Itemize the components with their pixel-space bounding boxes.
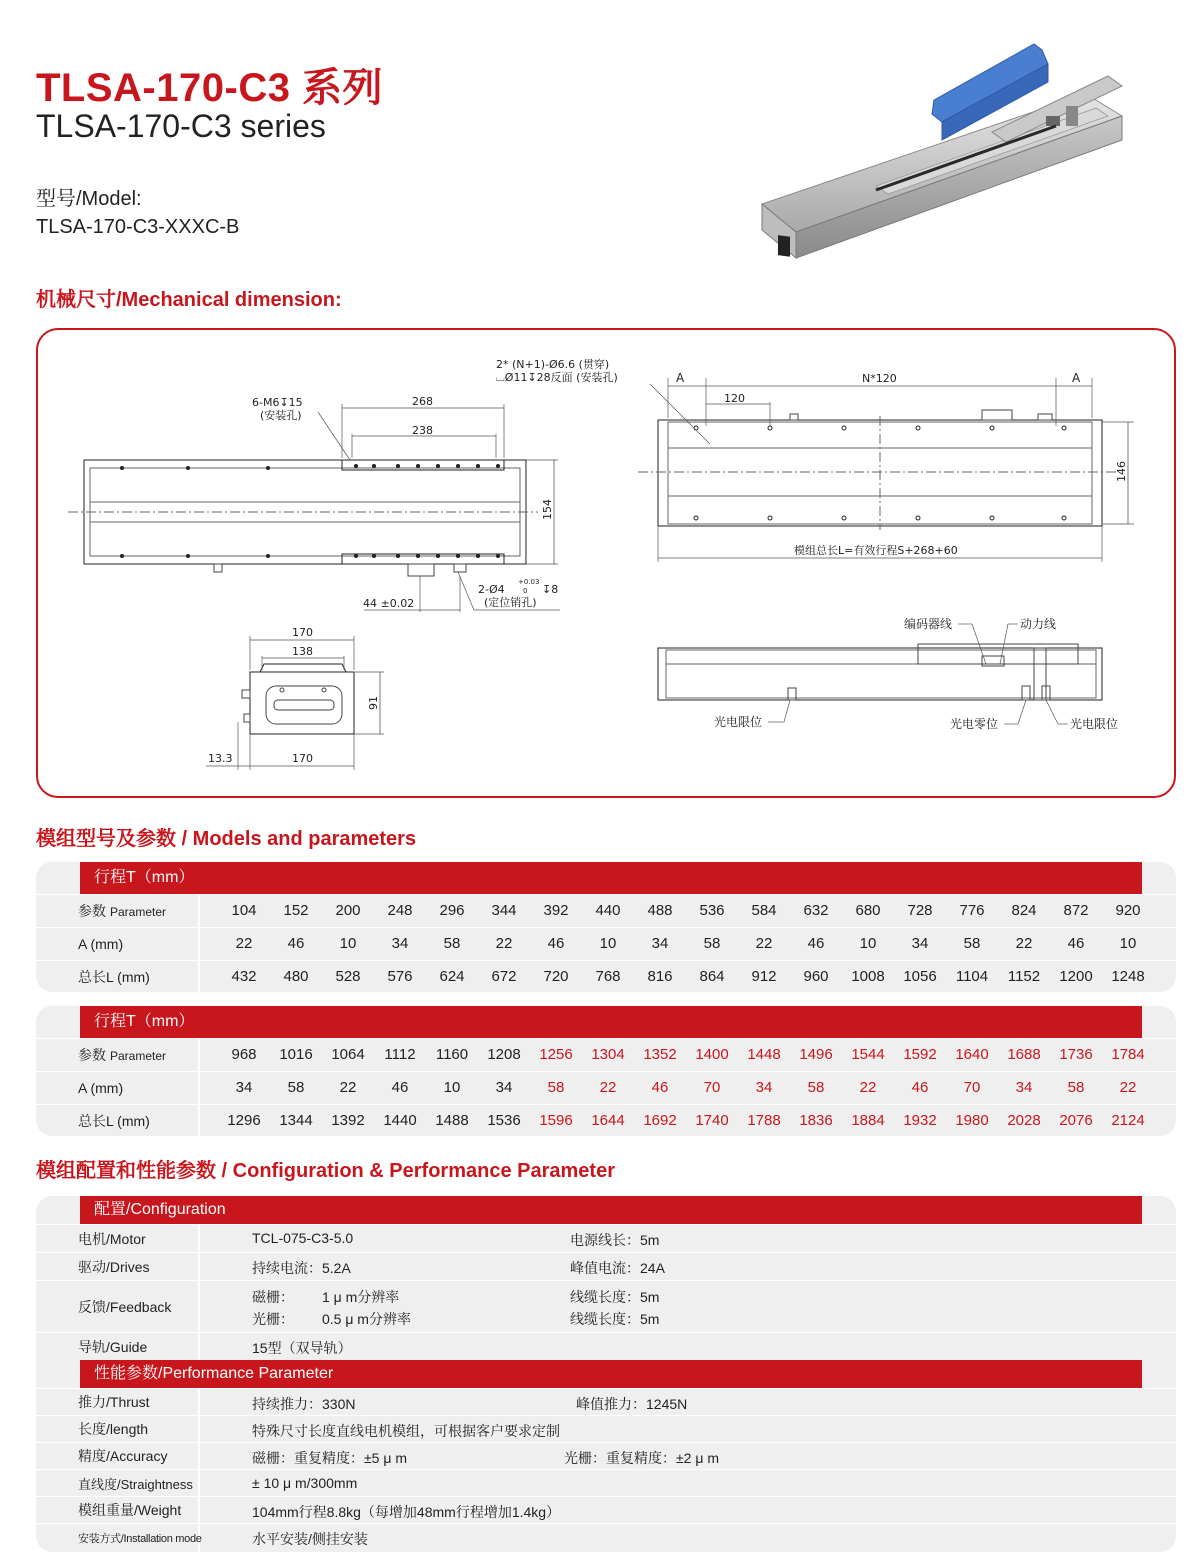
- section-title-config: 模组配置和性能参数 / Configuration & Performance Parameter: [36, 1160, 615, 1182]
- dim-138: 138: [292, 645, 313, 658]
- table-cell: 10: [859, 935, 877, 952]
- drives-extra: 峰值电流：24A: [570, 1260, 665, 1276]
- dim-170-bottom: 170: [292, 752, 313, 765]
- table-row: [36, 1038, 1176, 1070]
- guide-label: 导轨/Guide: [36, 1333, 200, 1360]
- table2-header: 行程T（mm）: [80, 1006, 1142, 1038]
- straightness-value: ± 10 μ m/300mm: [252, 1475, 358, 1491]
- table-cell: 680: [855, 902, 881, 919]
- table-cell: 1392: [331, 1112, 365, 1129]
- thrust-value: 持续推力：330N: [252, 1396, 356, 1412]
- row-label: [36, 895, 200, 927]
- table-cell: 22: [1015, 935, 1033, 952]
- feedback-mag-label: 磁栅：: [252, 1289, 294, 1305]
- install-value: 水平安装/侧挂安装: [252, 1531, 368, 1547]
- section-title-mechanical: 机械尺寸/Mechanical dimension:: [36, 289, 342, 311]
- row-label: [36, 928, 200, 960]
- table-cell: 46: [391, 1079, 409, 1096]
- table-cell: 2028: [1007, 1112, 1041, 1129]
- table-cell: 1400: [695, 1046, 729, 1063]
- table-cell: 1980: [955, 1112, 989, 1129]
- table-cell: 432: [231, 968, 257, 985]
- table-cell: 1064: [331, 1046, 365, 1063]
- top-view-left: [68, 395, 560, 612]
- table-cell: 1200: [1059, 968, 1093, 985]
- table-cell: 1440: [383, 1112, 417, 1129]
- row-label-sub: Parameter: [110, 1049, 167, 1063]
- params-table-1: [36, 862, 1176, 992]
- table-cell: 912: [751, 968, 777, 985]
- feedback-cable-2: 线缆长度：5m: [570, 1311, 660, 1327]
- table-cell: 1344: [279, 1112, 313, 1129]
- config-row-motor: [36, 1224, 1176, 1252]
- table-cell: 58: [703, 935, 721, 952]
- table-cell: 864: [699, 968, 725, 985]
- table-cell: 1208: [487, 1046, 521, 1063]
- performance-header: 性能参数/Performance Parameter: [80, 1360, 1142, 1388]
- config-row-length: [36, 1415, 1176, 1442]
- table-cell: 46: [911, 1079, 929, 1096]
- row-label-main: 总长L (mm): [78, 1113, 150, 1129]
- table-cell: 1448: [747, 1046, 781, 1063]
- table-cell: 1104: [955, 968, 989, 985]
- row-label: [36, 1105, 200, 1136]
- feedback-opt-label: 光栅：: [252, 1311, 294, 1327]
- label-a-right: A: [1072, 371, 1081, 385]
- table-cell: 1688: [1007, 1046, 1041, 1063]
- config-row-straightness: [36, 1469, 1176, 1496]
- table-cell: 70: [963, 1079, 981, 1096]
- accuracy-extra: 光栅：重复精度：±2 μ m: [564, 1450, 719, 1466]
- table-cell: 1352: [643, 1046, 677, 1063]
- config-row-weight: [36, 1496, 1176, 1523]
- row-label-main: 参数: [78, 1047, 106, 1063]
- table-cell: 488: [647, 902, 673, 919]
- table-cell: 1692: [643, 1112, 677, 1129]
- row-label-main: 总长L (mm): [78, 969, 150, 985]
- config-row-guide: [36, 1332, 1176, 1360]
- table-cell: 632: [803, 902, 829, 919]
- table-cell: 624: [439, 968, 465, 985]
- pin-note-line2: (定位销孔): [484, 596, 537, 609]
- table-cell: 46: [651, 1079, 669, 1096]
- model-value: TLSA-170-C3-XXXC-B: [36, 216, 240, 238]
- table1-header: 行程T（mm）: [80, 862, 1142, 894]
- table-cell: 58: [807, 1079, 825, 1096]
- table-cell: 1152: [1007, 968, 1041, 985]
- label-a-left: A: [676, 371, 685, 385]
- table-cell: 104: [231, 902, 257, 919]
- table-cell: 46: [287, 935, 305, 952]
- row-label-sub: Parameter: [110, 905, 167, 919]
- photo-limit-right-label: 光电限位: [1070, 717, 1119, 731]
- table-cell: 1256: [539, 1046, 573, 1063]
- table-cell: 1296: [227, 1112, 261, 1129]
- motor-extra: 电源线长：5m: [570, 1232, 660, 1248]
- table-cell: 58: [443, 935, 461, 952]
- weight-value: 104mm行程8.8kg（每增加48mm行程增加1.4kg）: [252, 1504, 561, 1520]
- hole-note-line2: ⌴Ø11↧28反面 (安装孔): [496, 371, 618, 384]
- table-cell: 528: [335, 968, 361, 985]
- table-row: [36, 1104, 1176, 1136]
- table-cell: 22: [235, 935, 253, 952]
- table-cell: 34: [1015, 1079, 1033, 1096]
- dim-268: 268: [412, 395, 433, 408]
- table-cell: 1544: [851, 1046, 885, 1063]
- table-cell: 584: [751, 902, 777, 919]
- table-cell: 34: [391, 935, 409, 952]
- table-cell: 1488: [435, 1112, 469, 1129]
- table-cell: 776: [959, 902, 985, 919]
- table-cell: 1836: [799, 1112, 833, 1129]
- table-row: [36, 960, 1176, 992]
- total-length-label: 模组总长L=有效行程S+268+60: [794, 544, 958, 557]
- table-cell: 34: [235, 1079, 253, 1096]
- table-cell: 152: [283, 902, 309, 919]
- table-cell: 1056: [903, 968, 937, 985]
- weight-label: 模组重量/Weight: [36, 1497, 200, 1523]
- guide-value: 15型（双导轨）: [252, 1340, 352, 1356]
- table-cell: 1884: [851, 1112, 885, 1129]
- row-label: [36, 961, 200, 992]
- photo-limit-left-label: 光电限位: [714, 715, 763, 729]
- table-cell: 392: [543, 902, 569, 919]
- config-row-install: [36, 1523, 1176, 1552]
- table-cell: 1788: [747, 1112, 781, 1129]
- row-label: [36, 1039, 200, 1071]
- config-row-drives: [36, 1252, 1176, 1280]
- power-line-label: 动力线: [1020, 617, 1057, 631]
- config-header: 配置/Configuration: [80, 1196, 1142, 1224]
- table-cell: 1160: [435, 1046, 469, 1063]
- length-value: 特殊尺寸长度直线电机模组，可根据客户要求定制: [252, 1423, 560, 1439]
- pin-depth: ↧8: [542, 583, 559, 596]
- table-cell: 34: [495, 1079, 513, 1096]
- feedback-mag-value: 1 μ m分辨率: [322, 1289, 400, 1305]
- table-cell: 1248: [1111, 968, 1145, 985]
- table-cell: 296: [439, 902, 465, 919]
- row-label-main: A (mm): [78, 1080, 124, 1096]
- table-cell: 22: [495, 935, 513, 952]
- table-cell: 672: [491, 968, 517, 985]
- length-label: 长度/length: [36, 1416, 200, 1442]
- table-cell: 58: [287, 1079, 305, 1096]
- feedback-label: 反馈/Feedback: [36, 1281, 200, 1332]
- product-image: [756, 36, 1128, 276]
- config-row-accuracy: [36, 1442, 1176, 1469]
- table-cell: 728: [907, 902, 933, 919]
- page-subtitle: TLSA-170-C3 series: [36, 108, 326, 144]
- accuracy-value: 磁栅：重复精度：±5 μ m: [252, 1450, 407, 1466]
- straightness-label: 直线度/Straightness: [36, 1470, 200, 1496]
- side-view: [658, 616, 1118, 731]
- table-cell: 824: [1011, 902, 1037, 919]
- dim-170-top: 170: [292, 626, 313, 639]
- mechanical-drawing-panel: [36, 328, 1176, 798]
- table-cell: 58: [547, 1079, 565, 1096]
- table-cell: 920: [1115, 902, 1141, 919]
- table-cell: 34: [755, 1079, 773, 1096]
- dim-146: 146: [1115, 461, 1128, 482]
- m6-note-line1: 6-M6↧15: [252, 396, 303, 409]
- dim-44: 44 ±0.02: [363, 597, 415, 610]
- feedback-cable-1: 线缆长度：5m: [570, 1289, 660, 1305]
- row-label: [36, 1072, 200, 1104]
- table-cell: 872: [1063, 902, 1089, 919]
- table-cell: 10: [339, 935, 357, 952]
- config-row-feedback: [36, 1280, 1176, 1332]
- table-cell: 440: [595, 902, 621, 919]
- table-cell: 720: [543, 968, 569, 985]
- dim-91: 91: [367, 696, 380, 710]
- table-cell: 46: [547, 935, 565, 952]
- table-cell: 46: [1067, 935, 1085, 952]
- table-cell: 22: [755, 935, 773, 952]
- table-cell: 536: [699, 902, 725, 919]
- table-cell: 1008: [851, 968, 885, 985]
- table-cell: 34: [651, 935, 669, 952]
- pin-tol-lower: 0: [523, 587, 528, 595]
- table-cell: 480: [283, 968, 309, 985]
- table-cell: 1640: [955, 1046, 989, 1063]
- table-cell: 1112: [384, 1046, 416, 1063]
- row-label-main: A (mm): [78, 936, 124, 952]
- table-cell: 10: [599, 935, 617, 952]
- page-title: TLSA-170-C3 系列: [36, 66, 384, 110]
- table-cell: 22: [339, 1079, 357, 1096]
- end-view: [206, 626, 384, 770]
- thrust-label: 推力/Thrust: [36, 1389, 200, 1415]
- table-cell: 1932: [903, 1112, 937, 1129]
- dim-238: 238: [412, 424, 433, 437]
- config-table: [36, 1196, 1176, 1552]
- table-cell: 46: [807, 935, 825, 952]
- drives-label: 驱动/Drives: [36, 1253, 200, 1280]
- table-cell: 58: [1067, 1079, 1085, 1096]
- dim-13-3: 13.3: [208, 752, 233, 765]
- m6-note-line2: (安装孔): [260, 409, 302, 422]
- pin-tol-upper: +0.03: [518, 578, 540, 586]
- dim-120: 120: [724, 392, 745, 405]
- table-cell: 22: [599, 1079, 617, 1096]
- table-cell: 200: [335, 902, 361, 919]
- table-cell: 10: [1119, 935, 1137, 952]
- table-cell: 1644: [591, 1112, 625, 1129]
- thrust-extra: 峰值推力：1245N: [576, 1396, 688, 1412]
- motor-label: 电机/Motor: [36, 1225, 200, 1252]
- table-cell: 768: [595, 968, 621, 985]
- table-cell: 576: [387, 968, 413, 985]
- install-label: 安装方式/Installation mode: [36, 1524, 200, 1552]
- table-row: [36, 894, 1176, 926]
- table-cell: 1016: [279, 1046, 313, 1063]
- model-label: 型号/Model:: [36, 188, 142, 210]
- params-table-2: [36, 1006, 1176, 1136]
- table-cell: 1736: [1059, 1046, 1093, 1063]
- table-cell: 248: [387, 902, 413, 919]
- table-cell: 22: [859, 1079, 877, 1096]
- table-cell: 1304: [591, 1046, 625, 1063]
- table-cell: 1784: [1111, 1046, 1145, 1063]
- table-row: [36, 927, 1176, 959]
- table-cell: 968: [231, 1046, 257, 1063]
- mechanical-drawing: [38, 330, 1178, 800]
- encoder-line-label: 编码器线: [904, 617, 953, 631]
- table-cell: 960: [803, 968, 829, 985]
- pin-note-line1: 2-Ø4: [478, 583, 505, 596]
- table-cell: 22: [1119, 1079, 1137, 1096]
- dim-n120: N*120: [862, 372, 897, 385]
- table-cell: 34: [911, 935, 929, 952]
- table-cell: 816: [647, 968, 673, 985]
- hole-note-line1: 2* (N+1)-Ø6.6 (贯穿): [496, 358, 610, 371]
- table-cell: 58: [963, 935, 981, 952]
- dim-154: 154: [541, 499, 554, 520]
- table-cell: 1740: [695, 1112, 729, 1129]
- config-row-thrust: [36, 1388, 1176, 1415]
- table-cell: 2076: [1059, 1112, 1093, 1129]
- table-cell: 344: [491, 902, 517, 919]
- table-cell: 1596: [539, 1112, 573, 1129]
- accuracy-label: 精度/Accuracy: [36, 1443, 200, 1469]
- row-label-main: 参数: [78, 903, 106, 919]
- photo-zero-label: 光电零位: [950, 717, 999, 731]
- motor-value: TCL-075-C3-5.0: [252, 1230, 354, 1246]
- table-row: [36, 1071, 1176, 1103]
- table-cell: 1592: [903, 1046, 937, 1063]
- feedback-opt-value: 0.5 μ m分辨率: [322, 1311, 411, 1327]
- top-view-right: [496, 357, 1134, 562]
- table-cell: 1536: [487, 1112, 521, 1129]
- table-cell: 10: [443, 1079, 461, 1096]
- section-title-models: 模组型号及参数 / Models and parameters: [36, 828, 417, 850]
- table-cell: 2124: [1111, 1112, 1145, 1129]
- table-cell: 70: [703, 1079, 721, 1096]
- drives-value: 持续电流：5.2A: [252, 1260, 351, 1276]
- table-cell: 1496: [799, 1046, 833, 1063]
